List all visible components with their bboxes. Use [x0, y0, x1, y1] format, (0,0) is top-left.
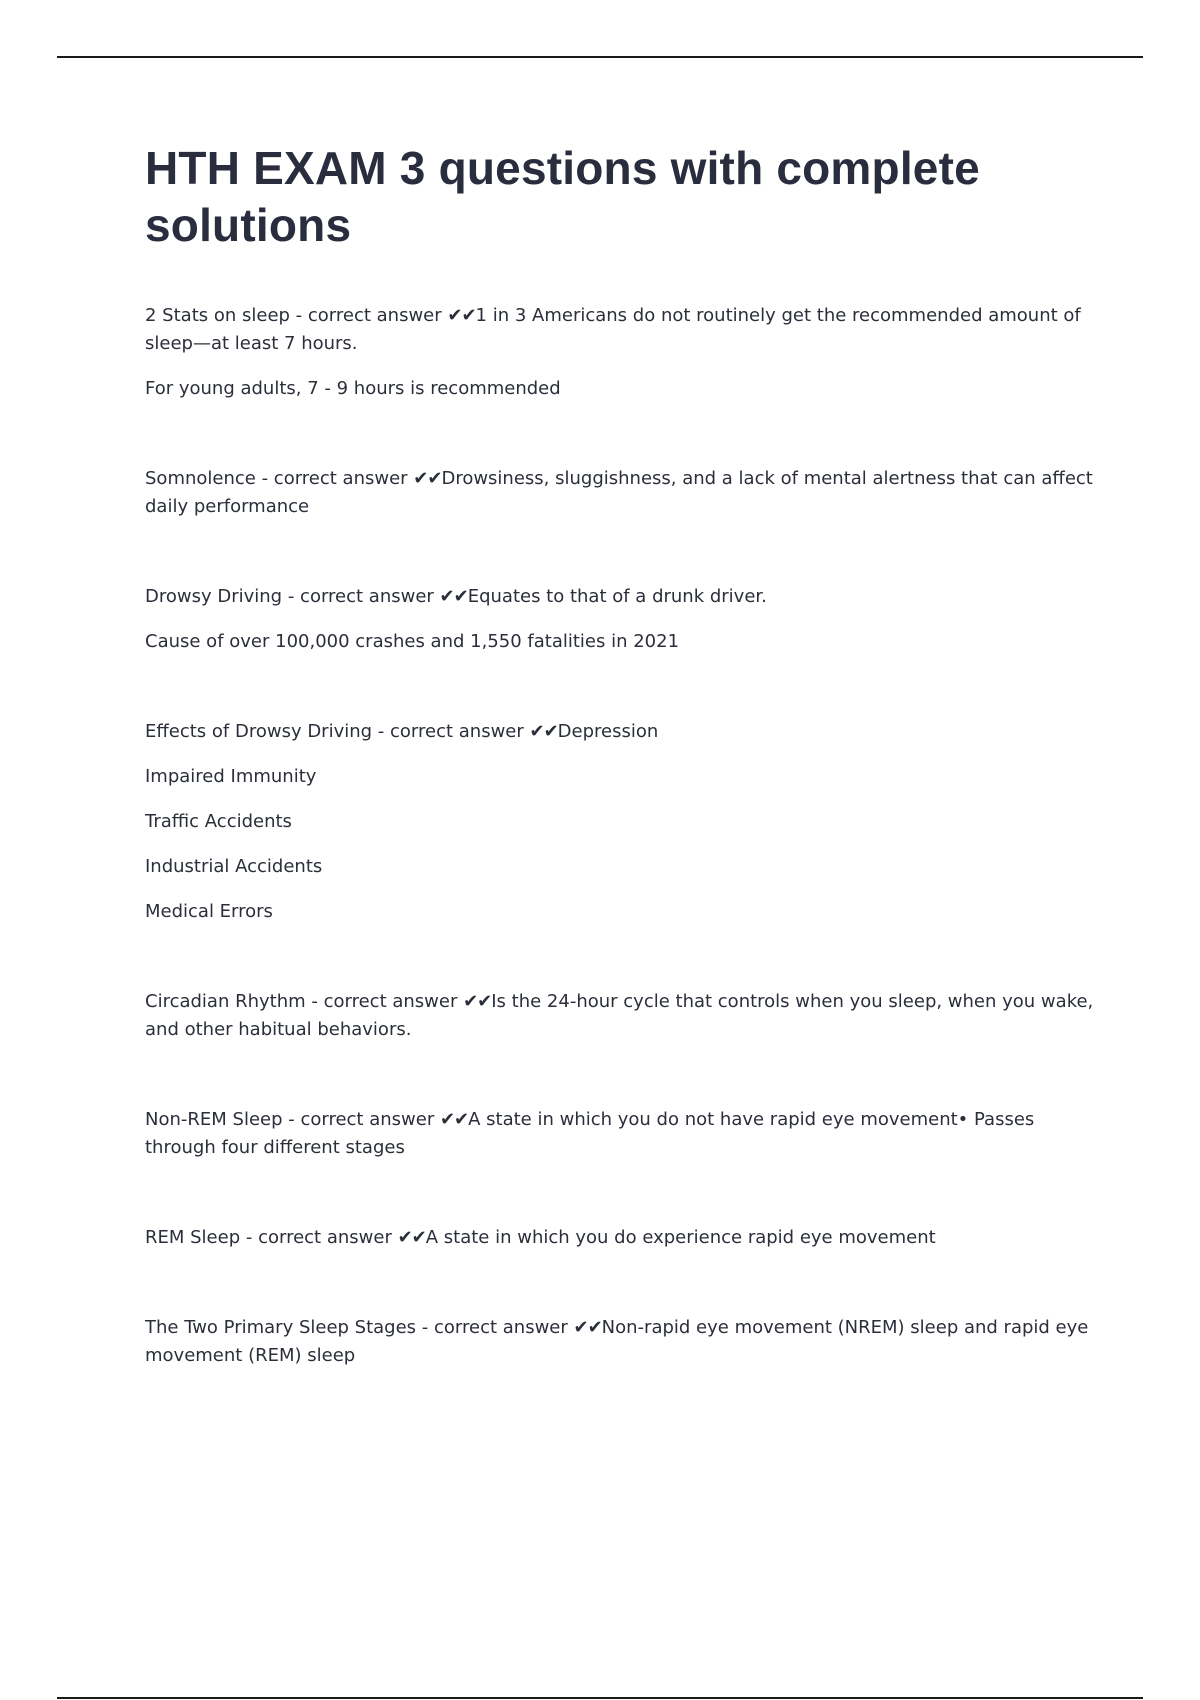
- qa-item: [145, 1224, 1095, 1252]
- qa-item: [145, 988, 1095, 1044]
- check-mark-icon: ✔✔: [447, 305, 476, 326]
- bottom-rule: [57, 1697, 1143, 1699]
- qa-answer: A state in which you do experience rapid eye movement: [425, 1227, 936, 1248]
- qa-term: Non-REM Sleep: [145, 1109, 283, 1130]
- check-mark-icon: ✔✔: [413, 468, 442, 489]
- qa-term: REM Sleep: [145, 1227, 241, 1248]
- qa-separator: - correct answer: [255, 468, 414, 489]
- qa-question-line: [145, 1106, 1095, 1162]
- qa-item: [145, 302, 1095, 403]
- qa-extra-line: Impaired Immunity: [145, 766, 317, 787]
- qa-term: 2 Stats on sleep: [145, 305, 290, 326]
- qa-separator: - correct answer: [240, 1227, 398, 1248]
- qa-question-line: [145, 465, 1095, 521]
- qa-item: [145, 583, 1095, 656]
- qa-answer: Equates to that of a drunk driver.: [467, 586, 767, 607]
- check-mark-icon: ✔✔: [439, 1109, 469, 1130]
- qa-separator: - correct answer: [282, 1109, 440, 1130]
- qa-term: Circadian Rhythm: [145, 991, 306, 1012]
- qa-answer: Depression: [557, 721, 659, 742]
- qa-item: [145, 465, 1095, 521]
- qa-term: The Two Primary Sleep Stages: [145, 1317, 417, 1338]
- qa-extra-line: For young adults, 7 - 9 hours is recommended: [145, 378, 561, 399]
- qa-answer: Non-rapid eye movement (NREM) sleep and rapid eye movement (REM) sleep: [145, 1317, 1089, 1366]
- qa-term: Somnolence: [145, 468, 256, 489]
- qa-separator: - correct answer: [372, 721, 530, 742]
- qa-question-line: [145, 583, 1095, 611]
- qa-answer: Is the 24-hour cycle that controls when you sleep, when you wake, and other habitual behaviors.: [145, 991, 1094, 1040]
- top-rule: [57, 56, 1143, 58]
- qa-question-line: [145, 1224, 1095, 1252]
- qa-item: [145, 1314, 1095, 1370]
- check-mark-icon: ✔✔: [439, 586, 468, 607]
- check-mark-icon: ✔✔: [397, 1227, 426, 1248]
- qa-separator: - correct answer: [282, 586, 440, 607]
- qa-extra-line: Cause of over 100,000 crashes and 1,550 fatalities in 2021: [145, 631, 680, 652]
- check-mark-icon: ✔✔: [573, 1317, 602, 1338]
- qa-answer: 1 in 3 Americans do not routinely get the recommended amount of sleep—at least 7 hours.: [145, 305, 1081, 354]
- qa-separator: - correct answer: [305, 991, 464, 1012]
- qa-extra-line: Industrial Accidents: [145, 856, 323, 877]
- qa-separator: - correct answer: [289, 305, 448, 326]
- qa-answer: Drowsiness, sluggishness, and a lack of mental alertness that can affect daily performance: [145, 468, 1093, 517]
- qa-extra-line: Traffic Accidents: [145, 811, 292, 832]
- check-mark-icon: ✔✔: [529, 721, 558, 742]
- qa-term: Effects of Drowsy Driving: [145, 721, 373, 742]
- qa-term: Drowsy Driving: [145, 586, 283, 607]
- qa-extra-line: Medical Errors: [145, 901, 273, 922]
- qa-question-line: [145, 302, 1095, 358]
- qa-item: [145, 718, 1095, 926]
- qa-question-line: [145, 988, 1095, 1044]
- qa-answer: A state in which you do not have rapid eye movement• Passes through four different stages: [145, 1109, 1035, 1158]
- check-mark-icon: ✔✔: [463, 991, 492, 1012]
- qa-question-line: [145, 1314, 1095, 1370]
- qa-separator: - correct answer: [416, 1317, 574, 1338]
- document-title: HTH EXAM 3 questions with complete solutions: [145, 142, 980, 251]
- document-body: [145, 140, 1095, 1432]
- qa-item: [145, 1106, 1095, 1162]
- qa-question-line: [145, 718, 1095, 746]
